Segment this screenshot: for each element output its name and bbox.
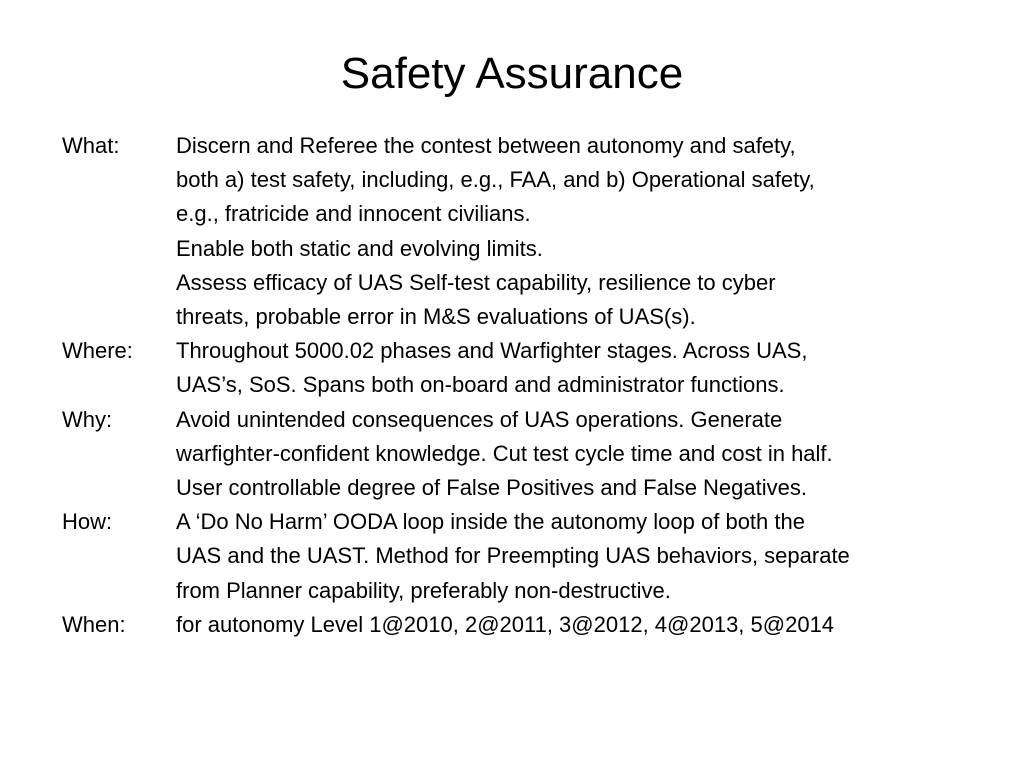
row-label-when: When: [62, 611, 126, 637]
text-line: both a) test safety, including, e.g., FAA, and b) Operational safety, [176, 167, 815, 193]
row-how [62, 505, 982, 608]
text-line: threats, probable error in M&S evaluations of UAS(s). [176, 304, 696, 330]
text-line: warfighter-confident knowledge. Cut test cycle time and cost in half. [176, 440, 833, 466]
row-what [62, 129, 982, 334]
row-when [62, 608, 982, 642]
text-line: UAS and the UAST. Method for Preempting UAS behaviors, separate [176, 543, 850, 569]
text-line: for autonomy Level 1@2010, 2@2011, 3@2012, 4@2013, 5@2014 [176, 611, 835, 637]
row-text-where [176, 334, 982, 402]
text-line: e.g., fratricide and innocent civilians. [176, 201, 531, 227]
row-label-how: How: [62, 509, 113, 535]
text-line: User controllable degree of False Positives and False Negatives. [176, 475, 807, 501]
row-label-why: Why: [62, 406, 113, 432]
text-line: Throughout 5000.02 phases and Warfighter stages. Across UAS, [176, 338, 808, 364]
text-line: A ‘Do No Harm’ OODA loop inside the autonomy loop of both the [176, 509, 805, 535]
text-line: from Planner capability, preferably non-destructive. [176, 577, 671, 603]
row-label-where: Where: [62, 338, 133, 364]
row-why [62, 403, 982, 506]
text-line: Enable both static and evolving limits. [176, 235, 543, 261]
row-text-when [176, 608, 982, 642]
row-text-how [176, 505, 982, 608]
row-text-why [176, 403, 982, 506]
slide-content [62, 129, 982, 642]
text-line: UAS’s, SoS. Spans both on-board and administrator functions. [176, 372, 785, 398]
row-text-what [176, 129, 982, 334]
text-line: Avoid unintended consequences of UAS operations. Generate [176, 406, 783, 432]
text-line: Discern and Referee the contest between autonomy and safety, [176, 133, 796, 158]
slide-title: Safety Assurance [340, 49, 684, 98]
row-where [62, 334, 982, 402]
text-line: Assess efficacy of UAS Self-test capability, resilience to cyber [176, 269, 776, 295]
row-label-what: What: [62, 133, 120, 158]
